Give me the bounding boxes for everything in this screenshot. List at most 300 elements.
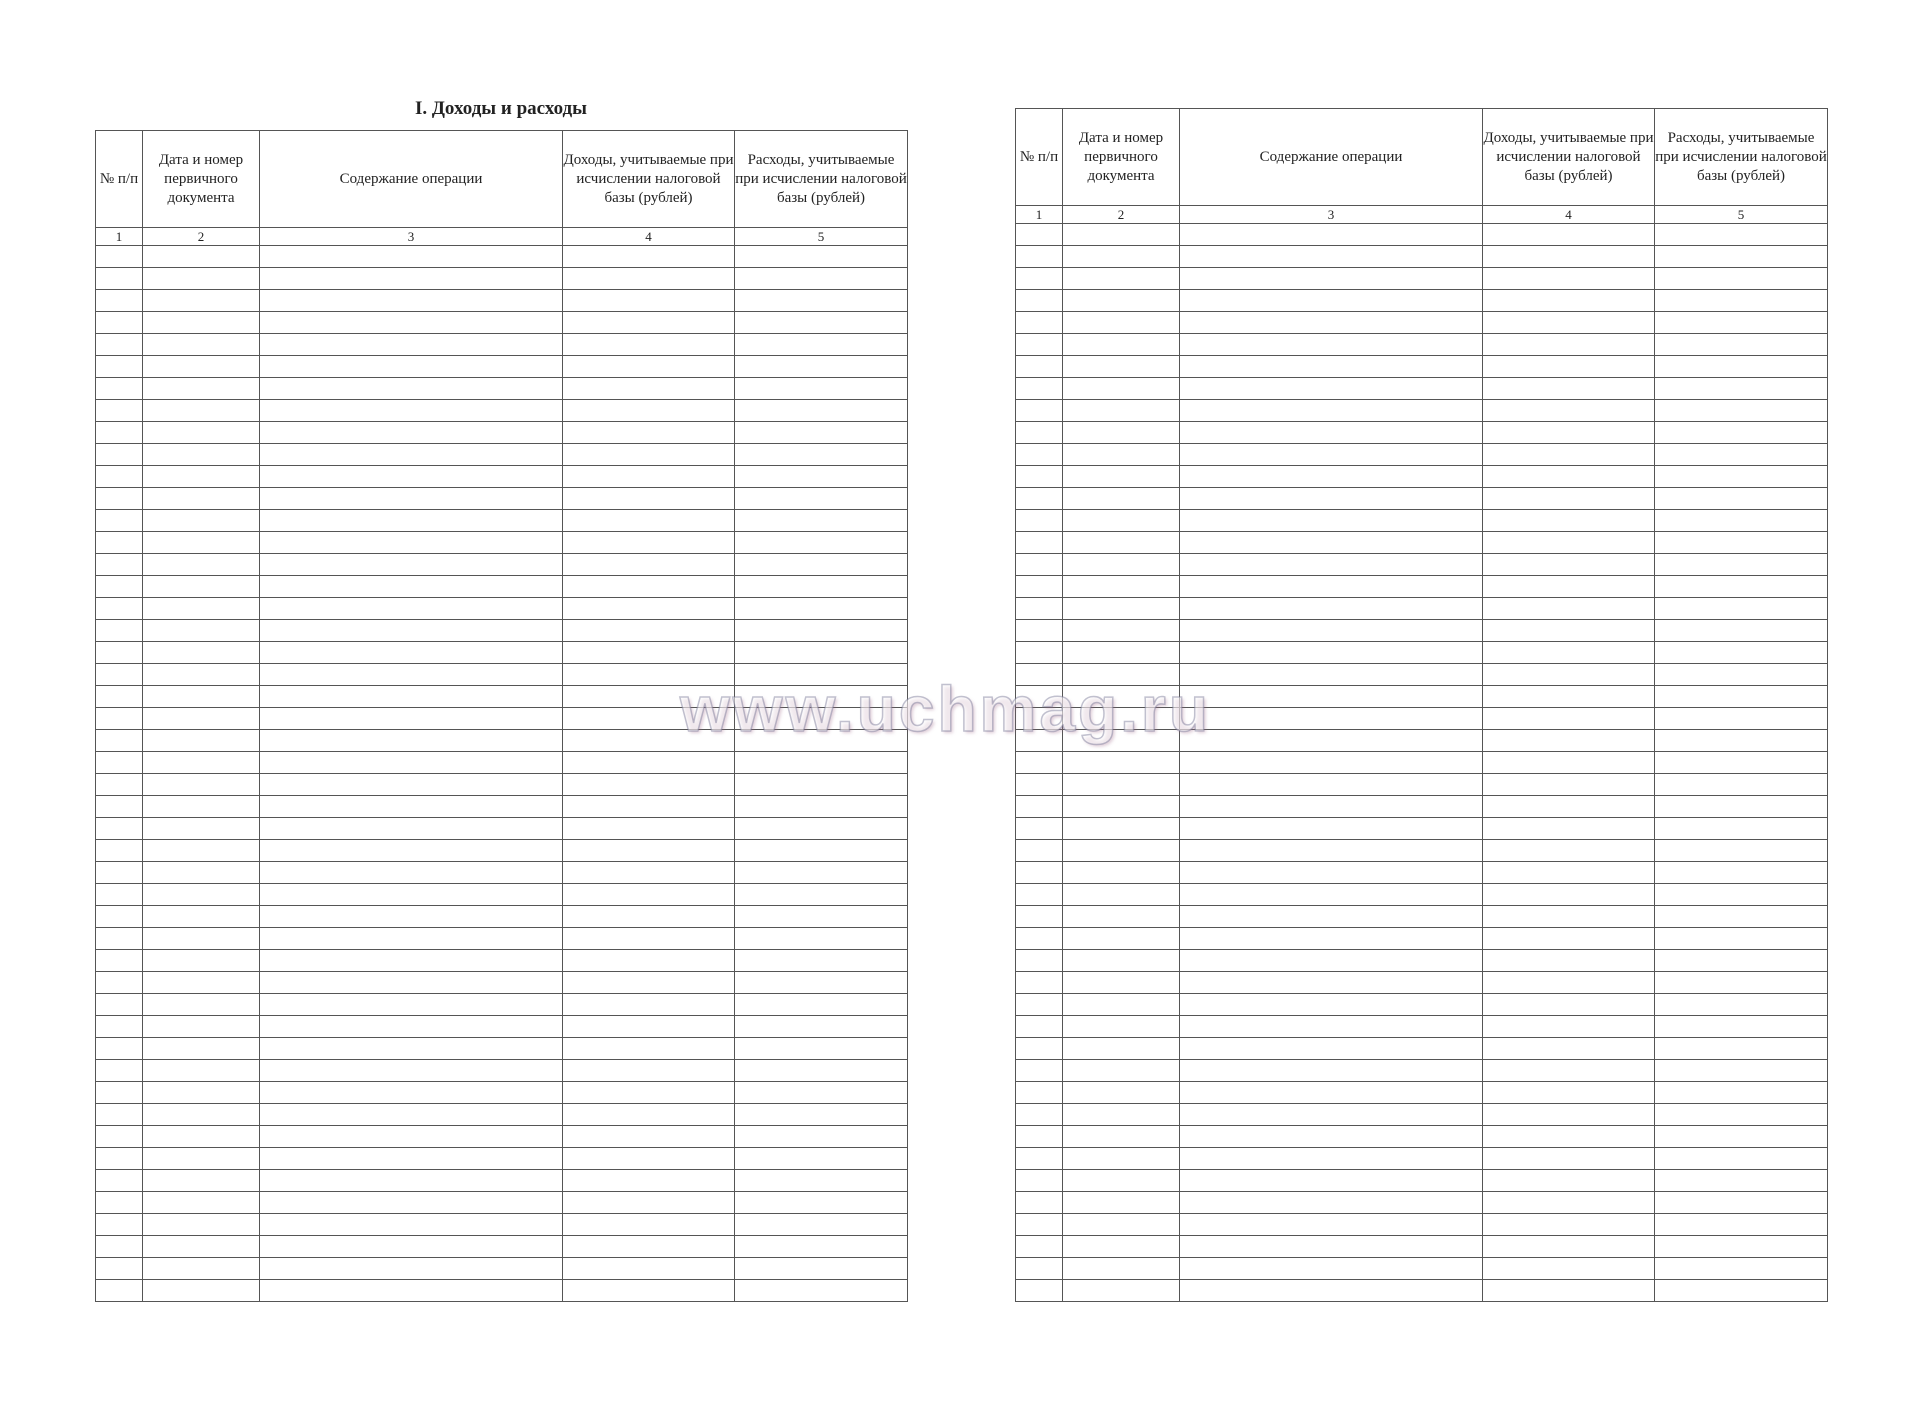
table-body-left [96, 228, 908, 1302]
table-cell [563, 1192, 735, 1214]
table-cell [260, 620, 563, 642]
table-cell [1063, 1280, 1180, 1302]
table-cell [260, 1280, 563, 1302]
table-cell [563, 444, 735, 466]
table-cell [1063, 620, 1180, 642]
table-row [1016, 1280, 1828, 1302]
table-cell [1063, 774, 1180, 796]
table-cell [563, 928, 735, 950]
table-cell [735, 312, 908, 334]
table-row [96, 796, 908, 818]
table-cell [143, 1280, 260, 1302]
table-cell [1180, 1258, 1483, 1280]
table-cell [260, 466, 563, 488]
table-row [1016, 620, 1828, 642]
table-cell [1655, 906, 1828, 928]
table-cell [563, 510, 735, 532]
watermark: www.uchmag.ru [680, 673, 1211, 745]
table-cell [1063, 1016, 1180, 1038]
table-cell [1016, 466, 1063, 488]
table-cell [735, 422, 908, 444]
table-cell [96, 532, 143, 554]
table-cell [1483, 1038, 1655, 1060]
header-document-date-number: Дата и номер первичного документа [1063, 109, 1180, 206]
table-row [96, 1280, 908, 1302]
table-cell [735, 598, 908, 620]
table-cell [563, 994, 735, 1016]
table-cell [1180, 796, 1483, 818]
table-row [1016, 312, 1828, 334]
table-cell [563, 488, 735, 510]
header-income: Доходы, учитываемые при исчислении налоговой базы (рублей) [1483, 109, 1655, 206]
table-row [96, 290, 908, 312]
table-cell [1483, 422, 1655, 444]
table-cell [563, 422, 735, 444]
table-cell [1180, 1126, 1483, 1148]
table-cell [1655, 642, 1828, 664]
table-cell [735, 1038, 908, 1060]
table-cell [1655, 774, 1828, 796]
table-row [96, 972, 908, 994]
table-cell [1063, 686, 1180, 708]
table-cell [1655, 1126, 1828, 1148]
table-cell [1180, 1280, 1483, 1302]
table-cell [563, 554, 735, 576]
table-cell [96, 312, 143, 334]
table-cell [735, 1280, 908, 1302]
table-cell [96, 356, 143, 378]
table-cell [735, 752, 908, 774]
table-cell [143, 1060, 260, 1082]
table-cell [1483, 378, 1655, 400]
table-cell [1063, 246, 1180, 268]
table-cell [1483, 972, 1655, 994]
table-cell [143, 884, 260, 906]
table-row [96, 356, 908, 378]
table-cell [563, 1258, 735, 1280]
table-row [1016, 1258, 1828, 1280]
table-cell [260, 752, 563, 774]
table-cell [143, 1236, 260, 1258]
table-cell [1483, 708, 1655, 730]
table-cell [1016, 664, 1063, 686]
table-cell [563, 1236, 735, 1258]
table-row [96, 686, 908, 708]
table-cell [735, 686, 908, 708]
table-cell [1063, 356, 1180, 378]
table-cell [96, 664, 143, 686]
column-number: 5 [735, 228, 908, 246]
table-cell [563, 1126, 735, 1148]
table-cell [1483, 1060, 1655, 1082]
table-cell [1483, 246, 1655, 268]
table-cell [143, 1192, 260, 1214]
table-cell [563, 532, 735, 554]
table-cell [1063, 422, 1180, 444]
table-row [96, 532, 908, 554]
table-cell [1016, 1148, 1063, 1170]
table-cell [143, 1258, 260, 1280]
table-row [96, 246, 908, 268]
table-cell [143, 246, 260, 268]
table-cell [1483, 224, 1655, 246]
table-cell [1655, 532, 1828, 554]
table-cell [260, 400, 563, 422]
table-cell [1063, 818, 1180, 840]
table-row [1016, 422, 1828, 444]
table-cell [1180, 466, 1483, 488]
table-cell [1483, 312, 1655, 334]
table-cell [1180, 620, 1483, 642]
table-cell [143, 796, 260, 818]
table-cell [1016, 620, 1063, 642]
table-cell [1483, 400, 1655, 422]
table-cell [735, 378, 908, 400]
table-cell [1016, 708, 1063, 730]
table-cell [1483, 994, 1655, 1016]
table-row [96, 1236, 908, 1258]
header-operation-content: Содержание операции [260, 131, 563, 228]
table-cell [1655, 1082, 1828, 1104]
table-cell [1483, 928, 1655, 950]
table-cell [260, 598, 563, 620]
table-cell [1483, 1126, 1655, 1148]
table-cell [1016, 488, 1063, 510]
table-cell [96, 642, 143, 664]
table-cell [143, 818, 260, 840]
table-cell [1016, 774, 1063, 796]
table-cell [1063, 1060, 1180, 1082]
table-cell [260, 642, 563, 664]
table-cell [143, 1104, 260, 1126]
table-cell [1655, 1016, 1828, 1038]
table-cell [143, 576, 260, 598]
table-cell [735, 1192, 908, 1214]
table-cell [1483, 598, 1655, 620]
table-cell [96, 708, 143, 730]
table-cell [1016, 422, 1063, 444]
table-row [96, 1060, 908, 1082]
table-row [1016, 378, 1828, 400]
table-cell [563, 774, 735, 796]
table-row [96, 1258, 908, 1280]
table-cell [143, 862, 260, 884]
table-cell [1016, 862, 1063, 884]
table-cell [1655, 818, 1828, 840]
table-cell [96, 1236, 143, 1258]
table-cell [1655, 510, 1828, 532]
table-cell [1180, 246, 1483, 268]
table-cell [1483, 444, 1655, 466]
table-cell [1063, 730, 1180, 752]
table-row [1016, 1170, 1828, 1192]
table-row [96, 620, 908, 642]
table-cell [1016, 818, 1063, 840]
table-cell [563, 906, 735, 928]
table-cell [143, 400, 260, 422]
table-cell [96, 906, 143, 928]
table-cell [143, 488, 260, 510]
table-cell [1063, 1236, 1180, 1258]
table-cell [1483, 884, 1655, 906]
table-cell [1655, 840, 1828, 862]
table-cell [1016, 884, 1063, 906]
header-income: Доходы, учитываемые при исчислении налоговой базы (рублей) [563, 131, 735, 228]
table-cell [1063, 554, 1180, 576]
column-number: 1 [96, 228, 143, 246]
table-cell [563, 1280, 735, 1302]
table-cell [1180, 928, 1483, 950]
table-row [1016, 862, 1828, 884]
table-cell [563, 840, 735, 862]
section-title: I. Доходы и расходы [414, 98, 588, 119]
table-cell [96, 774, 143, 796]
table-row [96, 928, 908, 950]
table-cell [260, 1060, 563, 1082]
table-cell [1016, 532, 1063, 554]
table-cell [563, 1214, 735, 1236]
table-cell [1063, 488, 1180, 510]
table-cell [1655, 1280, 1828, 1302]
table-cell [1180, 444, 1483, 466]
table-cell [1483, 1082, 1655, 1104]
table-cell [260, 290, 563, 312]
table-cell [1180, 1082, 1483, 1104]
table-cell [143, 510, 260, 532]
table-cell [1483, 1214, 1655, 1236]
table-cell [1016, 1038, 1063, 1060]
column-numbers-row [96, 228, 908, 246]
table-cell [1180, 730, 1483, 752]
table-cell [1063, 972, 1180, 994]
table-cell [735, 400, 908, 422]
table-cell [735, 290, 908, 312]
table-cell [260, 1192, 563, 1214]
table-cell [1483, 488, 1655, 510]
table-cell [1180, 356, 1483, 378]
table-cell [96, 1016, 143, 1038]
table-cell [563, 1038, 735, 1060]
table-row [1016, 224, 1828, 246]
table-cell [1655, 246, 1828, 268]
table-row [96, 554, 908, 576]
table-cell [260, 928, 563, 950]
table-cell [1016, 1060, 1063, 1082]
table-cell [260, 312, 563, 334]
table-row [96, 642, 908, 664]
table-cell [260, 1236, 563, 1258]
table-cell [1180, 862, 1483, 884]
column-number: 2 [1063, 206, 1180, 224]
table-cell [735, 1082, 908, 1104]
table-cell [96, 554, 143, 576]
table-cell [735, 950, 908, 972]
table-cell [1655, 356, 1828, 378]
table-row [96, 1104, 908, 1126]
table-cell [1063, 884, 1180, 906]
table-cell [96, 334, 143, 356]
table-cell [735, 620, 908, 642]
table-cell [143, 840, 260, 862]
table-row [1016, 994, 1828, 1016]
header-operation-content: Содержание операции [1180, 109, 1483, 206]
table-cell [735, 884, 908, 906]
table-cell [735, 664, 908, 686]
table-row [96, 752, 908, 774]
table-cell [1016, 1126, 1063, 1148]
table-cell [1180, 576, 1483, 598]
table-row [96, 312, 908, 334]
table-cell [1655, 620, 1828, 642]
table-row [96, 840, 908, 862]
table-cell [1063, 576, 1180, 598]
table-row [1016, 796, 1828, 818]
table-cell [1063, 1170, 1180, 1192]
table-row [96, 1038, 908, 1060]
table-cell [260, 246, 563, 268]
table-cell [1016, 378, 1063, 400]
table-cell [96, 1082, 143, 1104]
table-cell [143, 1016, 260, 1038]
table-cell [1180, 532, 1483, 554]
table-cell [1180, 1038, 1483, 1060]
table-cell [1016, 1082, 1063, 1104]
table-cell [563, 1082, 735, 1104]
table-cell [260, 1258, 563, 1280]
table-cell [563, 400, 735, 422]
table-cell [1180, 1170, 1483, 1192]
table-row [96, 268, 908, 290]
table-cell [1655, 1236, 1828, 1258]
column-number: 4 [1483, 206, 1655, 224]
table-cell [1016, 268, 1063, 290]
table-cell [735, 246, 908, 268]
table-row [96, 422, 908, 444]
table-cell [143, 1214, 260, 1236]
table-row [1016, 950, 1828, 972]
table-cell [1483, 510, 1655, 532]
table-cell [563, 312, 735, 334]
table-cell [1180, 906, 1483, 928]
table-cell [1655, 1148, 1828, 1170]
table-cell [260, 554, 563, 576]
table-cell [1483, 1170, 1655, 1192]
table-cell [96, 862, 143, 884]
table-cell [563, 752, 735, 774]
table-cell [1016, 642, 1063, 664]
table-cell [1180, 488, 1483, 510]
table-row [1016, 1016, 1828, 1038]
table-cell [1180, 378, 1483, 400]
table-row [96, 1148, 908, 1170]
table-cell [563, 1016, 735, 1038]
table-row [1016, 356, 1828, 378]
table-cell [1016, 1104, 1063, 1126]
table-cell [735, 1016, 908, 1038]
table-cell [735, 466, 908, 488]
table-cell [735, 444, 908, 466]
table-cell [735, 994, 908, 1016]
table-cell [143, 1148, 260, 1170]
table-row [1016, 1148, 1828, 1170]
table-cell [1016, 928, 1063, 950]
table-cell [260, 906, 563, 928]
table-cell [143, 1038, 260, 1060]
table-cell [1063, 1258, 1180, 1280]
table-cell [1483, 796, 1655, 818]
table-cell [1016, 972, 1063, 994]
table-cell [96, 620, 143, 642]
table-cell [735, 840, 908, 862]
table-row [1016, 752, 1828, 774]
table-cell [1016, 994, 1063, 1016]
table-cell [1483, 1236, 1655, 1258]
table-cell [1655, 950, 1828, 972]
table-cell [1483, 334, 1655, 356]
table-cell [143, 312, 260, 334]
table-cell [1016, 246, 1063, 268]
table-cell [563, 356, 735, 378]
table-cell [1063, 334, 1180, 356]
table-row [1016, 532, 1828, 554]
table-cell [143, 554, 260, 576]
table-cell [1655, 422, 1828, 444]
table-cell [735, 796, 908, 818]
table-cell [260, 422, 563, 444]
table-cell [1655, 884, 1828, 906]
table-cell [1063, 1148, 1180, 1170]
table-row [1016, 1214, 1828, 1236]
table-row [96, 1016, 908, 1038]
table-cell [1180, 840, 1483, 862]
table-cell [1063, 906, 1180, 928]
table-cell [1063, 224, 1180, 246]
table-row [1016, 642, 1828, 664]
table-row [1016, 840, 1828, 862]
table-cell [96, 818, 143, 840]
table-cell [563, 1060, 735, 1082]
table-cell [735, 1148, 908, 1170]
table-cell [1655, 752, 1828, 774]
table-cell [1483, 686, 1655, 708]
column-number: 1 [1016, 206, 1063, 224]
table-cell [1016, 950, 1063, 972]
table-cell [563, 246, 735, 268]
table-cell [1063, 1104, 1180, 1126]
table-cell [143, 334, 260, 356]
table-cell [735, 774, 908, 796]
table-cell [260, 1104, 563, 1126]
table-row [1016, 884, 1828, 906]
table-cell [143, 532, 260, 554]
table-cell [260, 994, 563, 1016]
table-cell [1655, 466, 1828, 488]
table-cell [1180, 400, 1483, 422]
table-cell [260, 1126, 563, 1148]
table-cell [1483, 752, 1655, 774]
table-cell [563, 686, 735, 708]
table-cell [96, 994, 143, 1016]
table-cell [1016, 1170, 1063, 1192]
table-row [96, 400, 908, 422]
table-row [1016, 818, 1828, 840]
table-cell [735, 1170, 908, 1192]
table-cell [1063, 642, 1180, 664]
table-cell [1655, 1060, 1828, 1082]
table-cell [1655, 708, 1828, 730]
table-row [96, 862, 908, 884]
table-cell [96, 752, 143, 774]
